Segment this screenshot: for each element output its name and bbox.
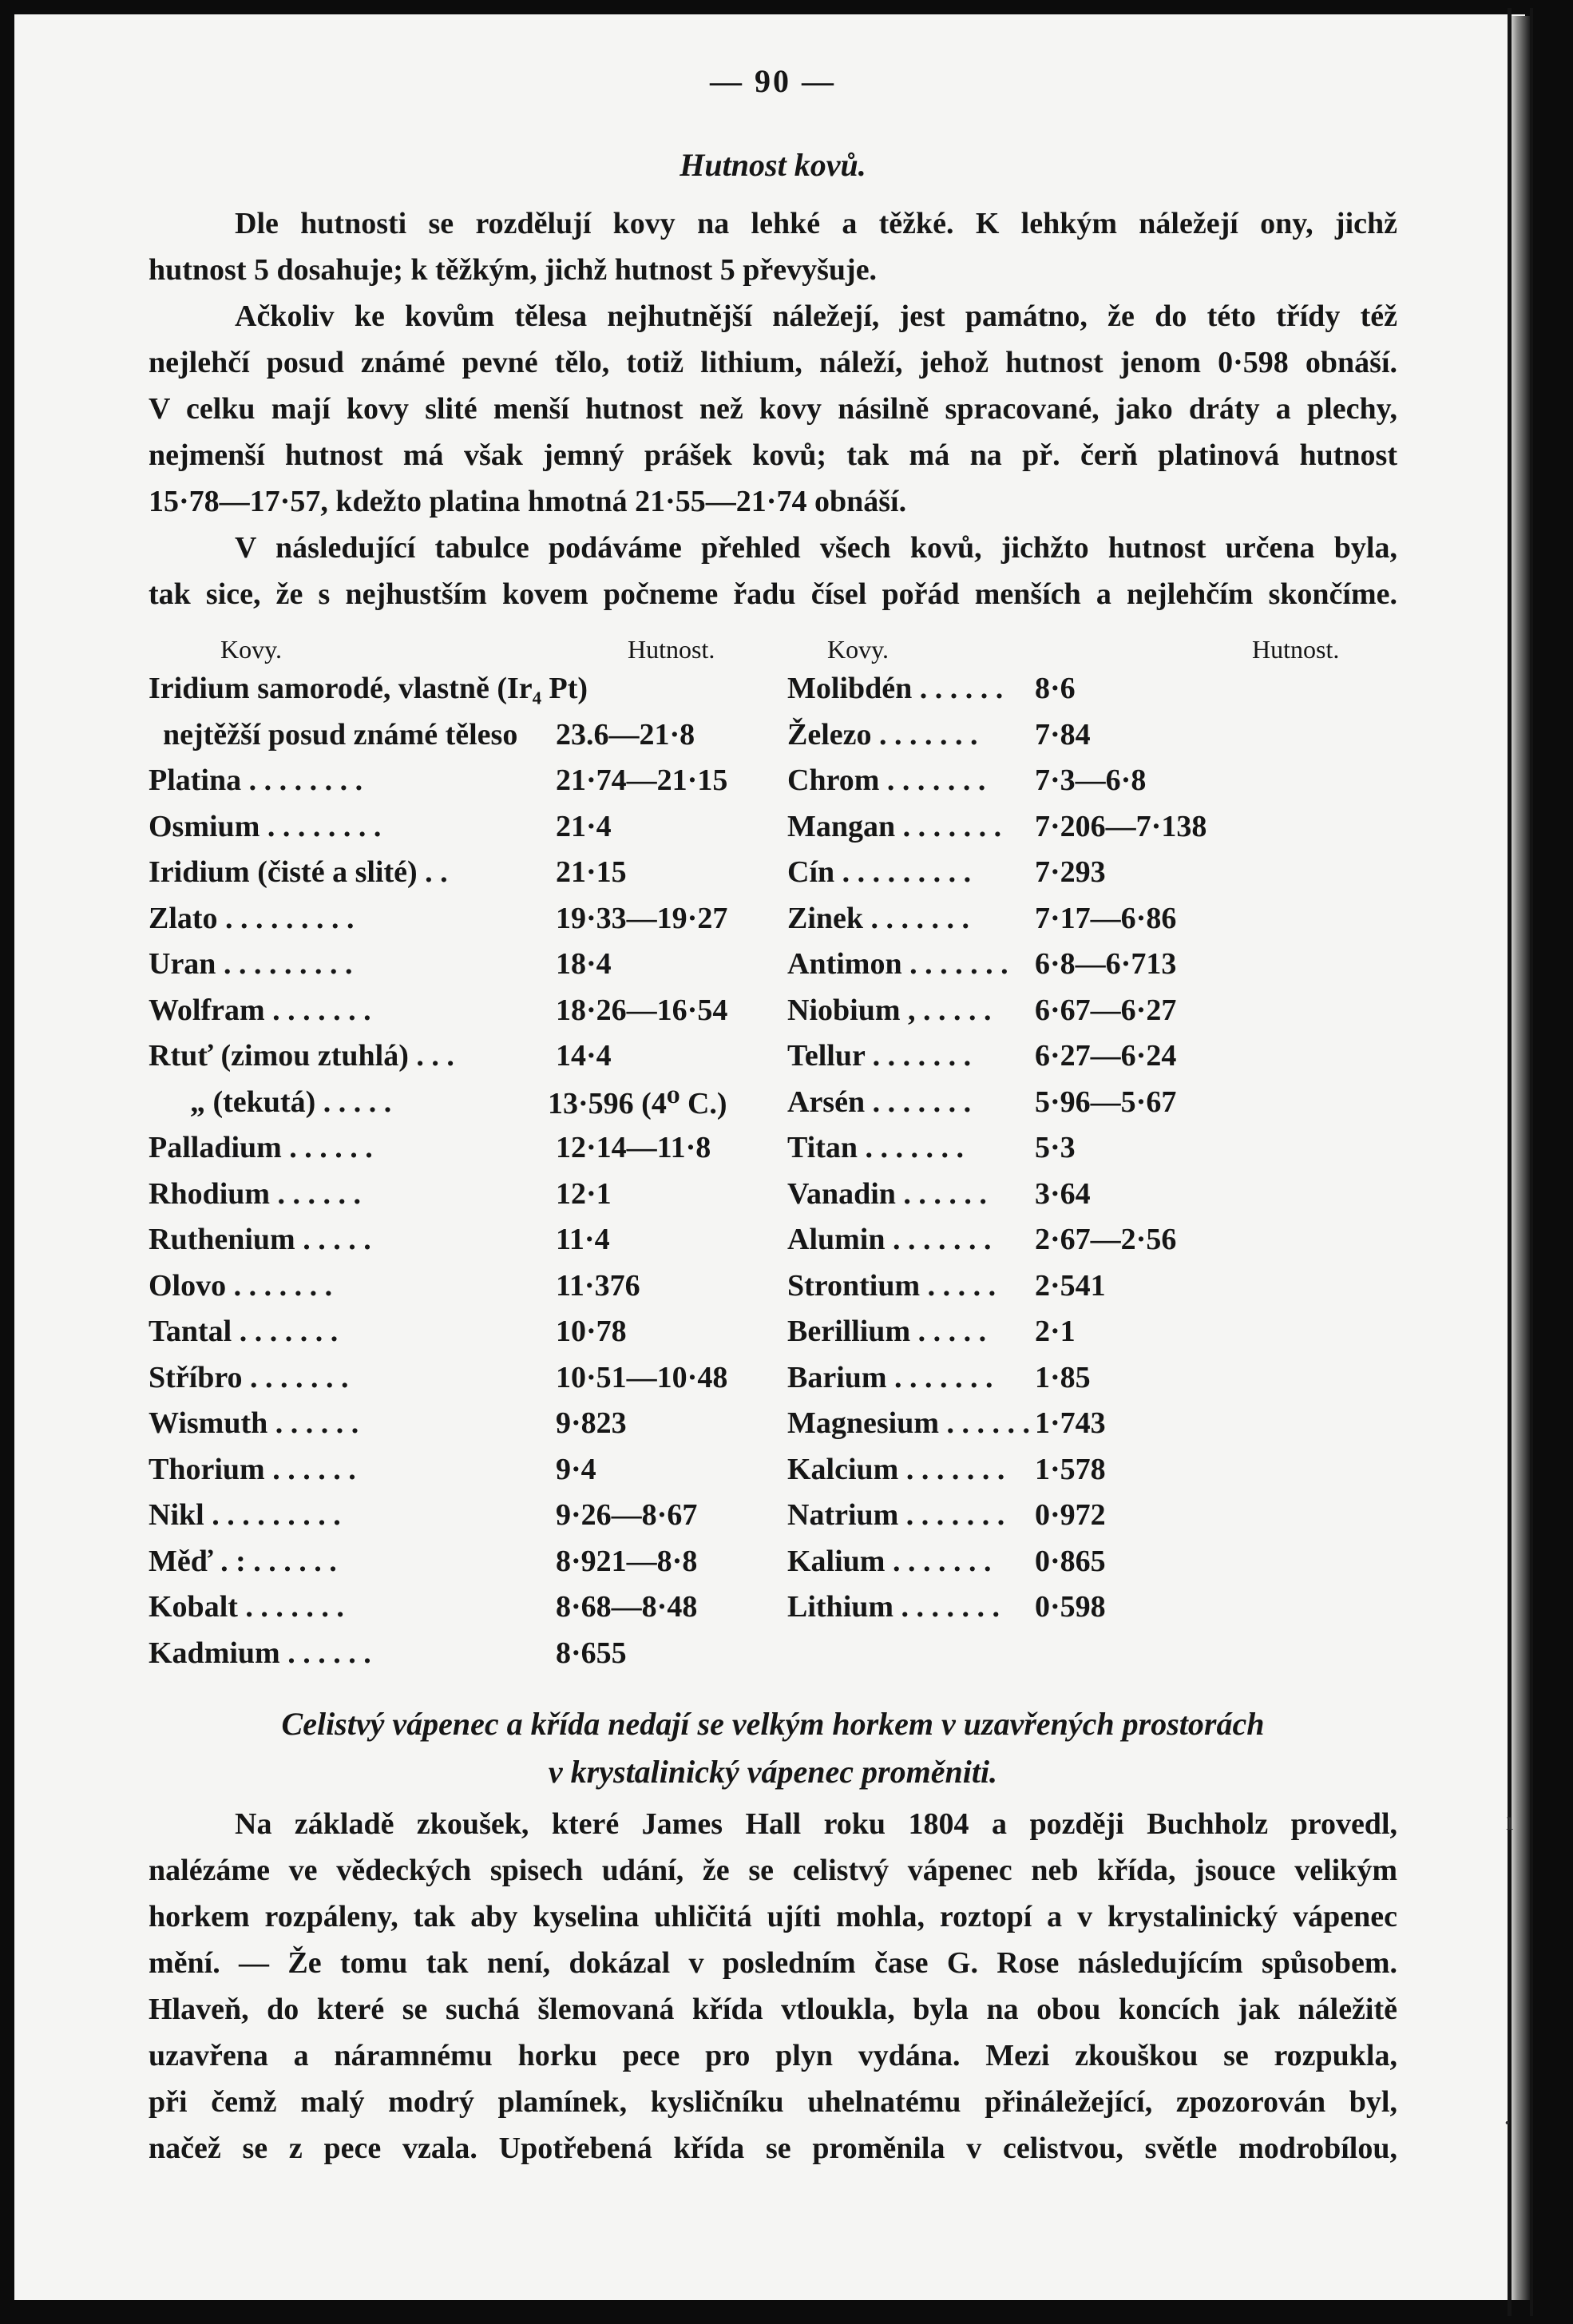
paragraph-line: nejlehčí posud známé pevné tělo, totiž lithium, náleží, jehož hutnost jenom 0·598 obnáší. — [149, 346, 1397, 379]
metal-density: 1·743 — [1035, 1406, 1106, 1440]
metal-name: Iridium (čisté a slité) . . — [149, 855, 448, 889]
metal-name: Berillium . . . . . — [787, 1315, 987, 1348]
table-row — [149, 763, 787, 807]
metal-density: 0·865 — [1035, 1544, 1106, 1578]
table-row — [149, 993, 787, 1037]
table-row — [787, 901, 1397, 946]
metal-density: 3·64 — [1035, 1176, 1091, 1211]
table-row — [149, 855, 787, 899]
metal-name: Kadmium . . . . . . — [149, 1636, 371, 1670]
metal-density: 21·74—21·15 — [556, 763, 728, 797]
table-row — [149, 809, 787, 854]
page-gutter-shadow — [1509, 16, 1530, 2300]
metal-density: 11·4 — [556, 1223, 610, 1256]
metal-name: Wismuth . . . . . . — [149, 1406, 359, 1440]
metal-name: Olovo . . . . . . . — [149, 1268, 333, 1303]
metal-name: Natrium . . . . . . . — [787, 1498, 1005, 1532]
table-row — [149, 1544, 787, 1588]
metal-density: 12·14—11·8 — [556, 1131, 711, 1164]
metal-density: 10·78 — [556, 1315, 627, 1348]
table-row — [149, 1360, 787, 1405]
table-row — [787, 1497, 1397, 1542]
table-row — [787, 1176, 1397, 1221]
table-row — [149, 717, 787, 762]
metal-density: 8·6 — [1035, 672, 1076, 705]
metal-name: Zlato . . . . . . . . . — [149, 901, 355, 935]
metal-density: 11·376 — [556, 1268, 640, 1303]
column-header-density-right: Hutnost. — [1252, 635, 1340, 664]
metal-density: 1·85 — [1035, 1360, 1091, 1394]
page-text — [149, 0, 1397, 2324]
paragraph-line: horkem rozpáleny, tak aby kyselina uhličitá ujíti mohla, roztopí a v krystalinický vápenec — [149, 1900, 1397, 1933]
metal-name: Kobalt . . . . . . . — [149, 1590, 344, 1624]
metal-density: 8·68—8·48 — [556, 1590, 698, 1624]
table-row — [787, 946, 1397, 991]
table-row — [787, 671, 1397, 716]
metal-density: 2·1 — [1035, 1315, 1076, 1348]
metal-density: 5·3 — [1035, 1131, 1076, 1164]
metal-name: Mangan . . . . . . . — [787, 809, 1002, 843]
table-row — [787, 1544, 1397, 1588]
table-row — [149, 1589, 787, 1634]
metal-name: Platina . . . . . . . . — [149, 763, 363, 797]
table-row — [149, 946, 787, 991]
metal-name: Chrom . . . . . . . — [787, 763, 986, 797]
paragraph-line: nejmenší hutnost má však jemný prášek kovů; tak má na př. čerň platinová hutnost — [149, 438, 1397, 472]
table-row — [787, 1268, 1397, 1313]
paragraph-line: Ačkoliv ke kovům tělesa nejhutnější náležejí, jest památno, že do této třídy též — [235, 299, 1397, 333]
paragraph-line: mění. — Že tomu tak není, dokázal v posledním čase G. Rose následujícím spůsobem. — [149, 1946, 1397, 1980]
table-row — [149, 1038, 787, 1083]
metal-name: Nikl . . . . . . . . . — [149, 1498, 341, 1532]
paragraph-line: uzavřena a náramnému horku pece pro plyn vydána. Mezi zkouškou se rozpukla, — [149, 2039, 1397, 2072]
table-row — [787, 809, 1397, 854]
metal-name: Stříbro . . . . . . . — [149, 1360, 349, 1394]
table-row — [149, 1314, 787, 1358]
metal-name: Titan . . . . . . . — [787, 1131, 965, 1164]
section-heading-limestone-line1: Celistvý vápenec a křída nedají se velkým horkem v uzavřených prostorách — [281, 1706, 1265, 1742]
metal-name: Magnesium . . . . . . — [787, 1406, 1030, 1440]
table-row — [787, 1314, 1397, 1358]
edge-line — [1530, 8, 1533, 2316]
table-row — [787, 1038, 1397, 1083]
column-header-metals-right: Kovy. — [827, 635, 890, 664]
metal-density: 21·4 — [556, 809, 612, 843]
metal-name: Cín . . . . . . . . . — [787, 855, 972, 889]
table-row — [149, 1636, 787, 1680]
table-row — [149, 1222, 787, 1267]
table-row — [149, 1085, 787, 1129]
metal-density: 21·15 — [556, 855, 627, 889]
metal-density: 8·655 — [556, 1636, 627, 1670]
section-heading-limestone-line2: v krystalinický vápenec proměniti. — [548, 1754, 998, 1790]
metal-name: Kalcium . . . . . . . — [787, 1452, 1005, 1486]
metal-density: 8·921—8·8 — [556, 1544, 698, 1578]
metal-density: 2·67—2·56 — [1035, 1223, 1177, 1256]
column-header-metals-left: Kovy. — [220, 635, 283, 664]
page-number: — 90 — — [710, 63, 836, 99]
metal-name: Alumin . . . . . . . — [787, 1223, 992, 1256]
metal-density: 9·26—8·67 — [556, 1498, 698, 1532]
metal-density: 18·26—16·54 — [556, 993, 728, 1027]
paragraph-line: 15·78—17·57, kdežto platina hmotná 21·55—21·74 obnáší. — [149, 485, 907, 518]
fold-line — [1508, 8, 1512, 2316]
metal-density: 13·596 (4⁰ C.) — [548, 1086, 727, 1120]
table-row — [149, 1406, 787, 1450]
table-row — [787, 717, 1397, 762]
paragraph-line: načež se z pece vzala. Upotřebená křída se proměnila v celistvou, světle modrobílou, — [149, 2132, 1397, 2165]
table-row — [149, 901, 787, 946]
metal-name: nejtěžší posud známé těleso — [163, 717, 518, 752]
metal-density: 6·8—6·713 — [1035, 947, 1177, 981]
metal-density: 10·51—10·48 — [556, 1360, 728, 1394]
table-row — [787, 763, 1397, 807]
paragraph-line: nalézáme ve vědeckých spisech udání, že se celistvý vápenec neb křída, jsouce velikým — [149, 1854, 1397, 1887]
table-row — [787, 1130, 1397, 1175]
metal-name: Kalium . . . . . . . — [787, 1544, 992, 1578]
scan-speck: · — [1503, 2108, 1512, 2138]
paragraph-line: Dle hutnosti se rozdělují kovy na lehké a těžké. K lehkým náležejí ony, jichž — [235, 207, 1397, 240]
metal-name: Železo . . . . . . . — [787, 717, 978, 752]
metal-name: Iridium samorodé, vlastně (Ir₄ Pt) — [149, 672, 588, 705]
paragraph-line: hutnost 5 dosahuje; k těžkým, jichž hutnost 5 převyšuje. — [149, 253, 878, 287]
metal-density: 6·27—6·24 — [1035, 1039, 1177, 1073]
metal-density: 9·823 — [556, 1406, 627, 1440]
table-row — [149, 1452, 787, 1497]
metal-name: Molibdén . . . . . . — [787, 672, 1004, 705]
metal-name: Zinek . . . . . . . — [787, 901, 970, 935]
metal-density: 1·578 — [1035, 1452, 1106, 1486]
metal-density: 0·598 — [1035, 1590, 1106, 1624]
metal-density: 7·206—7·138 — [1035, 809, 1207, 843]
table-row — [149, 1176, 787, 1221]
table-row — [149, 1130, 787, 1175]
table-row — [787, 1406, 1397, 1450]
paragraph-line: tak sice, že s nejhustším kovem počneme řadu čísel pořád menších a nejlehčím skončíme. — [149, 577, 1397, 611]
metal-density: 0·972 — [1035, 1498, 1106, 1532]
metal-name: Barium . . . . . . . — [787, 1360, 993, 1394]
scan-speck: ı — [1506, 1806, 1514, 1836]
metal-density: 14·4 — [556, 1039, 612, 1073]
metal-name: Vanadin . . . . . . — [787, 1176, 987, 1211]
metal-density: 12·1 — [556, 1176, 612, 1211]
metal-name: Tellur . . . . . . . — [787, 1039, 972, 1073]
table-row — [787, 1589, 1397, 1634]
metal-density: 7·293 — [1035, 855, 1106, 889]
metal-name: Strontium . . . . . — [787, 1268, 996, 1303]
metal-name: Lithium . . . . . . . — [787, 1590, 1000, 1624]
metal-name: Wolfram . . . . . . . — [149, 993, 371, 1027]
metal-density: 19·33—19·27 — [556, 901, 728, 935]
metal-name: Niobium , . . . . . — [787, 993, 992, 1027]
table-row — [787, 1360, 1397, 1405]
table-row — [149, 1268, 787, 1313]
metal-name: Ruthenium . . . . . — [149, 1223, 371, 1256]
table-row — [787, 1222, 1397, 1267]
table-row — [787, 1452, 1397, 1497]
metal-density: 2·541 — [1035, 1268, 1106, 1303]
table-row — [149, 671, 787, 716]
metal-density: 7·84 — [1035, 717, 1091, 752]
paragraph-line: V následující tabulce podáváme přehled všech kovů, jichžto hutnost určena byla, — [235, 531, 1397, 565]
metal-name: Thorium . . . . . . — [149, 1452, 356, 1486]
metal-density: 5·96—5·67 — [1035, 1085, 1177, 1119]
metal-name: „ (tekutá) . . . . . — [190, 1085, 392, 1119]
metal-density: 18·4 — [556, 947, 612, 981]
metal-density: 6·67—6·27 — [1035, 993, 1177, 1027]
metal-density: 7·3—6·8 — [1035, 763, 1147, 797]
table-row — [787, 1085, 1397, 1129]
table-row — [787, 855, 1397, 899]
metal-name: Arsén . . . . . . . — [787, 1085, 972, 1119]
metal-name: Tantal . . . . . . . — [149, 1315, 339, 1348]
metal-density: 7·17—6·86 — [1035, 901, 1177, 935]
metal-name: Rhodium . . . . . . — [149, 1176, 362, 1211]
paragraph-line: Na základě zkoušek, které James Hall roku 1804 a později Buchholz provedl, — [235, 1807, 1397, 1841]
metal-density: 9·4 — [556, 1452, 596, 1486]
table-row — [787, 993, 1397, 1037]
metal-name: Rtuť (zimou ztuhlá) . . . — [149, 1039, 454, 1073]
metal-name: Osmium . . . . . . . . — [149, 809, 382, 843]
paragraph-line: V celku mají kovy slité menší hutnost než kovy násilně spracované, jako dráty a plechy, — [149, 392, 1397, 426]
metal-density: 23.6—21·8 — [556, 717, 695, 752]
table-row — [149, 1497, 787, 1542]
metal-name: Uran . . . . . . . . . — [149, 947, 353, 981]
section-heading-density: Hutnost kovů. — [680, 147, 866, 183]
metal-name: Palladium . . . . . . — [149, 1131, 373, 1164]
metal-name: Antimon . . . . . . . — [787, 947, 1008, 981]
metal-name: Měď . : . . . . . . — [149, 1544, 337, 1578]
paragraph-line: Hlaveň, do které se suchá šlemovaná křída vtloukla, byla na obou koncích jak náležitě — [149, 1993, 1397, 2026]
paragraph-line: při čemž malý modrý plamínek, kysličníku uhelnatému přináležející, zpozorován byl, — [149, 2085, 1397, 2119]
column-header-density-left: Hutnost. — [628, 635, 715, 664]
metal-density-table — [149, 635, 1397, 1673]
